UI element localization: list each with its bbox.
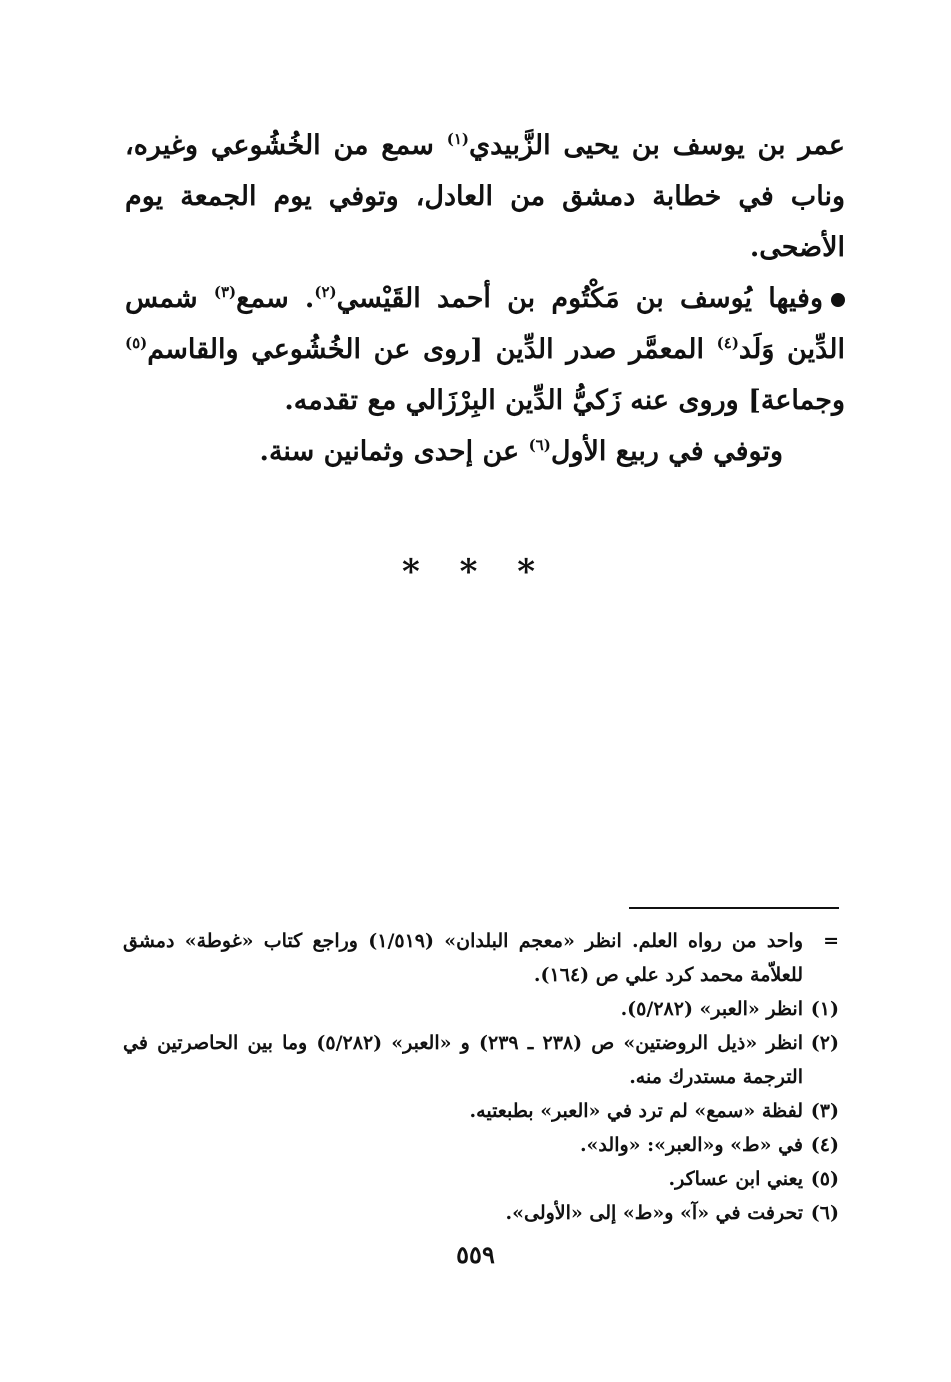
footnotes: [123, 924, 839, 1230]
paragraph-1-text-b: سمع من الخُشُوعي وغيره، وناب في خطابة دمشق من العادل، وتوفي يوم الجمعة يوم الأضحى.: [125, 130, 845, 263]
footnote-6: [123, 1196, 839, 1230]
footnote-ref-1: (١): [446, 130, 469, 148]
paragraph-2-text-d: المعمَّر صدر الدِّين [روى عن الخُشُوعي والقاسم: [147, 334, 717, 365]
paragraph-2-text-b: . سمع: [236, 283, 315, 314]
footnote-text: في «ط» و«العبر»: «والد».: [579, 1134, 803, 1156]
footnote-marker: (٦): [810, 1202, 839, 1224]
footnote-ref-4: (٤): [716, 334, 739, 352]
footnote-2: [123, 1026, 839, 1094]
footnote-3: [123, 1094, 839, 1128]
footnote-text: لفظة «سمع» لم ترد في «العبر» بطبعتيه.: [469, 1100, 803, 1122]
footnote-divider: [629, 907, 839, 909]
main-text: [125, 120, 845, 477]
footnote-ref-6: (٦): [528, 436, 551, 454]
footnote-marker: =: [823, 930, 839, 952]
footnote-1: [123, 992, 839, 1026]
footnote-text: واحد من رواه العلم. انظر «معجم البلدان» (١/٥١٩) وراجع كتاب «غوطة» دمشق للعلاّمة محمد كرد علي ص (١٦٤).: [123, 930, 803, 986]
footnote-text: يعني ابن عساكر.: [668, 1168, 803, 1190]
paragraph-3: [125, 426, 845, 477]
paragraph-2-text-c: شمس الدِّين وَلَد: [125, 283, 845, 365]
paragraph-1-text-a: عمر بن يوسف بن يحيى الزَّبيدي: [469, 130, 845, 161]
footnote-marker: (٢): [810, 1032, 839, 1054]
footnote-5: [123, 1162, 839, 1196]
bullet-icon: [831, 293, 845, 307]
paragraph-2: [125, 273, 845, 426]
page-number: ٥٥٩: [456, 1240, 495, 1269]
section-separator: * * *: [401, 552, 549, 592]
paragraph-3-text-b: عن إحدى وثمانين سنة.: [259, 436, 529, 467]
footnote-marker: (٤): [810, 1134, 839, 1156]
paragraph-2-text-e: وجماعة] وروى عنه زَكيُّ الدِّين البِرْزَالي مع تقدمه.: [284, 385, 845, 416]
paragraph-3-text-a: وتوفي في ربيع الأول: [550, 436, 783, 467]
paragraph-2-text-a: وفيها يُوسف بن مَكْتُوم بن أحمد القَيْسي: [336, 283, 824, 314]
footnote-text: انظر «ذيل الروضتين» ص (٢٣٨ ـ ٢٣٩) و «العبر» (٥/٢٨٢) وما بين الحاصرتين في الترجمة مستدرك منه.: [123, 1032, 804, 1088]
footnote-4: [123, 1128, 839, 1162]
footnote-text: تحرفت في «آ» و«ط» إلى «الأولى».: [505, 1202, 803, 1224]
footnote-ref-2: (٢): [314, 283, 337, 301]
footnote-text: انظر «العبر» (٥/٢٨٢).: [620, 998, 803, 1020]
footnote-ref-3: (٣): [213, 283, 237, 301]
paragraph-1: [125, 120, 845, 273]
footnote-marker: (١): [810, 998, 839, 1020]
footnote-continuation: [123, 924, 839, 992]
footnote-marker: (٥): [810, 1168, 839, 1190]
footnote-marker: (٣): [810, 1100, 839, 1122]
footnote-ref-5: (٥): [125, 334, 148, 352]
